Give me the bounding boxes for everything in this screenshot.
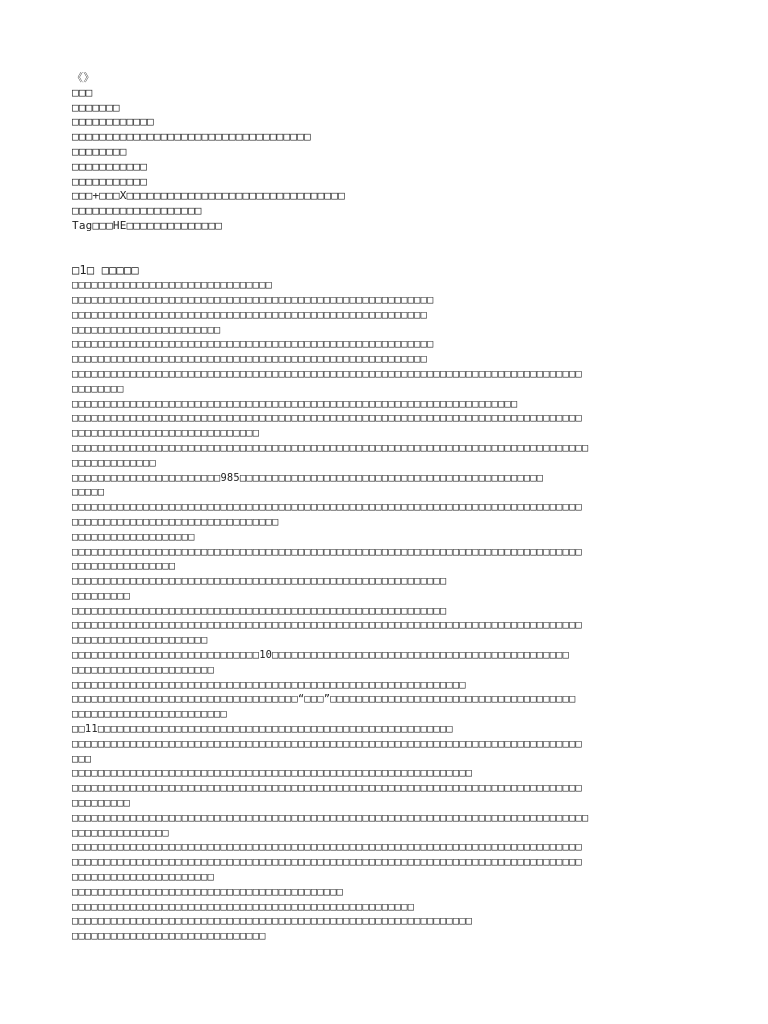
body-text-line: □□□□□□□□□□□□□□□: [72, 826, 169, 839]
body-text-line: □□□□□□□□□□□□□□□□□□□□□□□□□□□□□□□□□□□□□□□□□□□□□□□□□□□□□□□□□□□□□□□□□□□□□□□□□□□□□□□: [72, 841, 582, 854]
body-text-line: □□□□□□□□□□□□□□□□□□□□□□: [72, 871, 215, 884]
body-text-line: □□□□□: [72, 486, 105, 499]
body-text-line: □□□□□□□□□□□□□□□□□□□□□□□□□□□□□□□□□□□□□□□□□□□□□□□□□□□□□□□□□□: [72, 575, 447, 588]
body-text-line: □□□□□□□□□□□□□□□□□□□□□□□□□□□□□□□□□□□□□□□□□□□□□□□□□□□□□□□□: [72, 293, 434, 306]
header-line: □□□□□□□□□□□: [72, 159, 148, 173]
body-text-line: □□□□□□□□□□□□□□□□□□□□□□□□□□□□□10□□□□□□□□□□□□□□□□□□□□□□□□□□□□□□□□□□□□□□□□□□□□□□: [72, 649, 570, 662]
body-text-line: □□□□□□□□□□□□□□□□□□□□□□□□□□□□□□□□□□□□□□□□□□□□□□□□□□□□□□□□□□□□□□: [72, 915, 473, 928]
body-text-line: □□□□□□□□□□□□□□□□□□□□□□□□□□□□□□□□□□□□□□□□□□□□□□□□□□□□□□□□□□□□□□□□□□□□□□□□□□□□□□□: [72, 501, 582, 514]
header-line: □□□□□□□□□□□: [72, 174, 148, 188]
body-text-line: □□□□□□□□□□□□□□□□□□□□□□□□□□□□□□□□□□□□□□□□□□□□□□□□□□□□□: [72, 900, 415, 913]
body-text-line: □□□□□□□□□□□□□□□□□□□□□: [72, 634, 208, 647]
body-text-line: □□□□□□□□□□□□□□□□□□□□□□□□□□□□□□□□□□□□□□□□□□□□□□□□□□□□□□□□□□□□□□□□□□□□□□□□□□□□□□□: [72, 856, 582, 869]
body-text-line: □□□□□□□□□□□□□□□□□□□□□□□□□□□□□□□□□□□□□□□□□□□□□□□□□□□□□□□□□□: [72, 604, 447, 617]
header-line: □□□+□□□X□□□□□□□□□□□□□□□□□□□□□□□□□□□□□□□□: [72, 189, 345, 203]
body-text-line: □□□□□□□□□□□□□□□□□□□□□□□□□□□□□□□□□□□□□□□□□□□□□□□□□□□□□□□□□□□□□□□□□□□□□□□□□□□□□□□: [72, 412, 582, 425]
spacer: [72, 234, 712, 249]
body-text-line: □□□□□□□□□□□□□□□□□□□□□□□□□□□□□: [72, 427, 260, 440]
body-text-line: □□□□□□□□□□□□□□□□□□□□□□□□□□□□□□□: [72, 279, 273, 292]
document-page: [72, 71, 712, 944]
body-text-line: □□□□□□□□□□□□□□□□□□□□□□□□□□□□□□: [72, 930, 266, 943]
body-text-line: □□□□□□□□□□□□□□□□□□□□□□□□□□□□□□□□□□□□□□□□□□□□□□□□□□□□□□□: [72, 308, 428, 321]
body-text-line: □□□□□□□□□□□□□□□□□□□□□□□□□□□□□□□□□□□□□□□□□□□□□□□□□□□□□□□□□□□□□□□□□□□□□□□□□□□□□□□: [72, 782, 582, 795]
body-text-line: □□□□□□□□□□□□□□□□□□□□□□□□□□□□□□□□□□□□□□□□□□□□□□□□□□□□□□□□: [72, 338, 434, 351]
header-line: □□□□□□□□□□□□: [72, 115, 154, 129]
body-text-line: □□11□□□□□□□□□□□□□□□□□□□□□□□□□□□□□□□□□□□□□□□□□□□□□□□□□□□□□□□: [72, 723, 453, 736]
body-text-line: □□□□□□□□□□□□□□□□□□□□□□□□□□□□□□□□□□□□□□□□□□□□□□□□□□□□□□□□□□□□□□□□□□□□□: [72, 397, 518, 410]
body-text-line: □□□□□□□□□□□□□□□□□□□□□□□: [72, 323, 221, 336]
body-text-line: □□□□□□□□□□□□□□□□□□□□□□□□: [72, 708, 227, 721]
body-text-line: □□□□□□□□□□□□□□□□□□□□□□□□□□□□□□□□□□□□□□□□□□□□□□□□□□□□□□□□□□□□□□□□□□□□□□□□□□□□□□□: [72, 619, 582, 632]
body-text-line: □□□□□□□□□□□□□□□□□□□□□□□□□□□□□□□□: [72, 515, 279, 528]
header-line: □□□□□□□□: [72, 144, 127, 158]
header-line: □□□: [72, 85, 93, 99]
body-text-line: □□□□□□□□□□□□□□□□□□□□□□□□□□□□□□□□□□□□□□□□□□□□□□□□□□□□□□□: [72, 353, 428, 366]
header-line: □□□□□□□□□□□□□□□□□□□: [72, 204, 202, 218]
body-text-line: □□□□□□□□□□□□□□□□□□□□□□□□□□□□□□□□□□□□□□□□□□□□□□□□□□□□□□□□□□□□□□□□□□□□□□□□□□□□□□□: [72, 545, 582, 558]
body-text-line: □□□□□□□□□□□□□□□□□□□□□□□□□□□□□□□□□□□□□□□□□□□□□□□□□□□□□□□□□□□□□□□□□□□□□□□□□□□□□□□: [72, 737, 582, 750]
header-line: □□□□□□□: [72, 100, 120, 114]
body-text-line: □□□□□□□□□□□□□□□□□□□□□□□□□□□□□□□□□□□□□□□□□□: [72, 885, 344, 898]
body-text-line: □□□□□□□□□□□□□□□□□□□: [72, 530, 195, 543]
header-line: □□□□□□□□□□□□□□□□□□□□□□□□□□□□□□□□□□□: [72, 130, 311, 144]
body-text-line: □□□□□□□□□□□□□□□□□□□□□□□□□□□□□□□□□□□□□□□□□□□□□□□□□□□□□□□□□□□□□□□□□□□□□□□□□□□□□□□: [72, 367, 582, 380]
header-line: Tag□□□HE□□□□□□□□□□□□□□: [72, 218, 223, 232]
body-text-line: □□□□□□□□□□□□□□□□□□□□□□: [72, 663, 215, 676]
chapter-body: [72, 278, 712, 944]
body-text-line: □□□□□□□□□□□□□: [72, 456, 156, 469]
body-text-line: □□□□□□□□□□□□□□□□□□□□□□□985□□□□□□□□□□□□□□□□□□□□□□□□□□□□□□□□□□□□□□□□□□□□□□□: [72, 471, 544, 484]
body-text-line: □□□: [72, 752, 92, 765]
header-line: 《》: [72, 71, 95, 84]
body-text-line: □□□□□□□□□□□□□□□□□□□□□□□□□□□□□□□□□□□□□□□□□□□□□□□□□□□□□□□□□□□□□: [72, 678, 466, 691]
chapter-heading: □1□ □□□□□: [72, 263, 139, 278]
body-text-line: □□□□□□□□□: [72, 589, 131, 602]
body-text-line: □□□□□□□□□□□□□□□□□□□□□□□□□□□□□□□□□□□□□□□□□□□□□□□□□□□□□□□□□□□□□□: [72, 767, 473, 780]
body-text-line: □□□□□□□□: [72, 382, 124, 395]
body-text-line: □□□□□□□□□□□□□□□□□□□□□□□□□□□□□□□□□□□□□□□□□□□□□□□□□□□□□□□□□□□□□□□□□□□□□□□□□□□□□□□□: [72, 811, 589, 824]
body-text-line: □□□□□□□□□□□□□□□□: [72, 560, 176, 573]
spacer: [72, 249, 712, 264]
book-header: [72, 71, 712, 234]
body-text-line: □□□□□□□□□□□□□□□□□□□□□□□□□□□□□□□□□□□“□□□”□□□□□□□□□□□□□□□□□□□□□□□□□□□□□□□□□□□□□□: [72, 693, 576, 706]
body-text-line: □□□□□□□□□: [72, 797, 131, 810]
body-text-line: □□□□□□□□□□□□□□□□□□□□□□□□□□□□□□□□□□□□□□□□□□□□□□□□□□□□□□□□□□□□□□□□□□□□□□□□□□□□□□□□: [72, 441, 589, 454]
